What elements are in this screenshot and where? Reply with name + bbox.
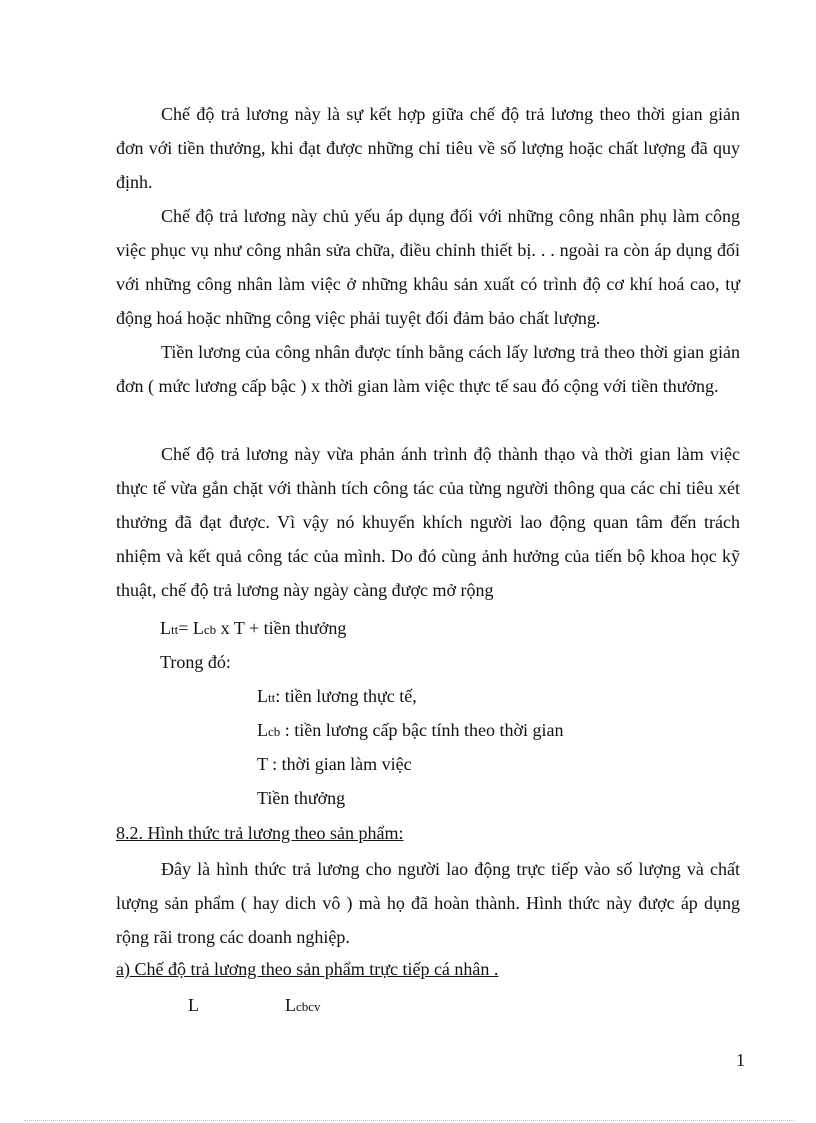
page-bottom-divider [24,1120,794,1121]
paragraph-product-based: Đây là hình thức trả lương cho người lao động trực tiếp vào số lượng và chất lượng sản phẩm ( hay dich vô ) mà họ đã hoàn thành. Hình thức này được áp dụng rộng rãi trong các doanh nghiệp. [116,859,740,947]
paragraph-combined-regime: Chế độ trả lương này là sự kết hợp giữa chế độ trả lương theo thời gian giản đơn với tiền thưởng, khi đạt được những chỉ tiêu về số lượng hoặc chất lượng đã quy định. [116,104,740,192]
definition-ltt: Ltt: tiền lương thực tế, [257,686,417,706]
formula-sub-tt: tt [171,622,179,637]
paragraph-calculation: Tiền lương của công nhân được tính bằng cách lấy lương trả theo thời gian giản đơn ( mức lương cấp bậc ) x thời gian làm việc thực tế sau đó cộng với tiền thưởng. [116,342,740,396]
paragraph-application: Chế độ trả lương này chủ yếu áp dụng đối với những công nhân phụ làm công việc phục vụ như công nhân sửa chữa, điều chỉnh thiết bị. . . ngoài ra còn áp dụng đối với những công nhân làm việc ở những khâu sản xuất có trình độ cơ khí hoá cao, tự động hoá hoặc những công việc phải tuyệt đối đảm bảo chất lượng. [116,206,740,328]
definition-t: T : thời gian làm việc [257,754,412,774]
page-number: 1 [736,1050,745,1070]
subsection-heading: a) Chế độ trả lương theo sản phẩm trực tiếp cá nhân . [116,959,499,979]
definition-bonus: Tiền thưởng [257,788,346,808]
formula-symbol-l: L [160,618,171,638]
formula-eq: = L [178,618,204,638]
section-heading: 8.2. Hình thức trả lương theo sản phẩm: [116,823,404,843]
formula-ltt [160,616,346,642]
where-label: Trong đó: [160,652,231,672]
paragraph-reflection: Chế độ trả lương này vừa phản ánh trình độ thành thạo và thời gian làm việc thực tế vừa gắn chặt với thành tích công tác của từng người thông qua các chỉ tiêu xét thưởng đã đạt được. Vì vậy nó khuyến khích người lao động quan tâm đến trách nhiệm và kết quả công tác của mình. Do đó cùng ảnh hưởng của tiến bộ khoa học kỹ thuật, chế độ trả lương này ngày càng được mở rộng [116,444,740,600]
formula-rest: x T + tiền thưởng [216,618,347,638]
formula2-right: Lcbcv [285,995,321,1015]
formula-sub-cb: cb [203,622,217,637]
formula2-left: L [188,995,199,1015]
definition-lcb: Lcb : tiền lương cấp bậc tính theo thời gian [257,720,564,740]
